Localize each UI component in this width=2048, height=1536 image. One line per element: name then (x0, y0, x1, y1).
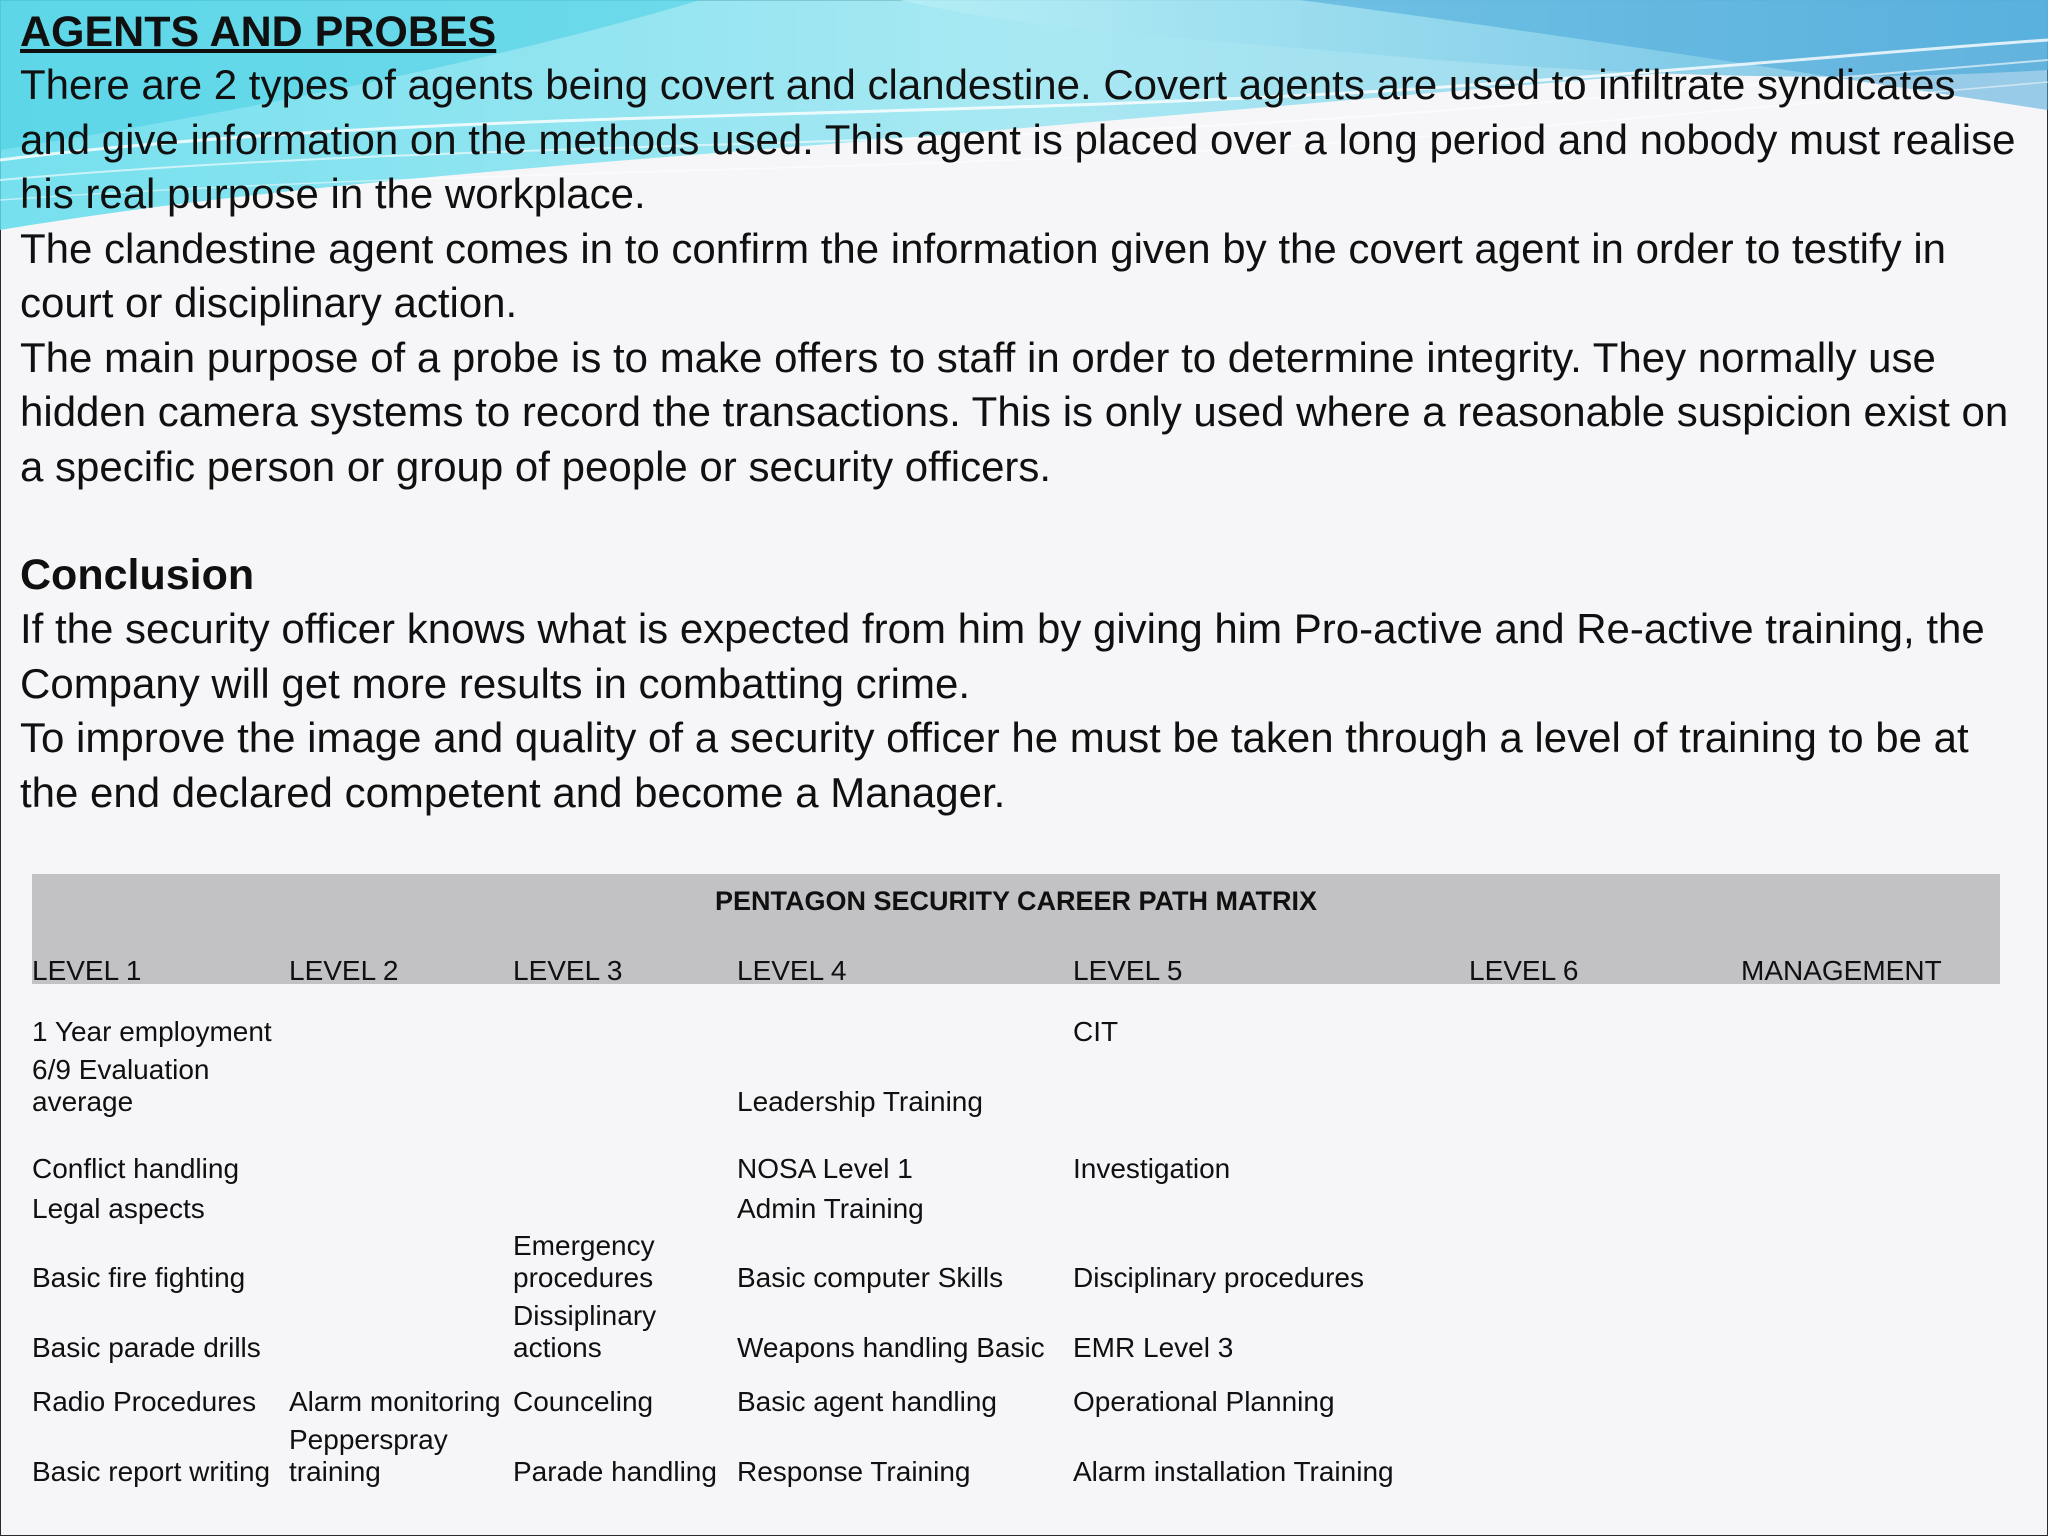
matrix-cell: Alarm monitoring (289, 1386, 501, 1417)
matrix-cell: 1 Year employment (32, 1016, 272, 1047)
matrix-cell: Conflict handling (32, 1153, 240, 1184)
matrix-cell: Dissiplinary actions (513, 1300, 657, 1363)
matrix-cell: Basic report writing (32, 1456, 271, 1487)
matrix-cell: Disciplinary procedures (1073, 1262, 1365, 1293)
matrix-cell: 6/9 Evaluation average (32, 1054, 210, 1117)
career-path-matrix (32, 874, 2000, 1494)
conclusion-paragraph-2: To improve the image and quality of a security officer he must be taken through a level of training to be at the end declared competent and become a Manager. (20, 714, 1969, 816)
matrix-cell: Operational Planning (1073, 1386, 1335, 1417)
matrix-cell: EMR Level 3 (1073, 1332, 1234, 1363)
matrix-cell: Pepperspray training (289, 1424, 448, 1487)
matrix-cell: Basic computer Skills (737, 1262, 1004, 1293)
matrix-cell: Parade handling (513, 1456, 717, 1487)
matrix-title: PENTAGON SECURITY CAREER PATH MATRIX (714, 886, 1318, 916)
matrix-cell: Response Training (737, 1456, 971, 1487)
matrix-cell: Alarm installation Training (1073, 1456, 1394, 1487)
matrix-cell: Leadership Training (737, 1086, 983, 1117)
matrix-cell: Emergency procedures (513, 1230, 655, 1293)
matrix-cell: Basic agent handling (737, 1386, 997, 1417)
column-header-level-5: LEVEL 5 (1073, 955, 1183, 986)
matrix-cell: NOSA Level 1 (737, 1153, 913, 1184)
column-header-level-1: LEVEL 1 (32, 955, 142, 986)
matrix-cell: Legal aspects (32, 1193, 205, 1224)
slide-heading: AGENTS AND PROBES (20, 8, 497, 56)
matrix-header (32, 874, 2000, 984)
conclusion-paragraph-1: If the security officer knows what is expected from him by giving him Pro-active and Re-active training, the Company will get more results in combatting crime. (20, 605, 1985, 707)
matrix-cell: Basic fire fighting (32, 1262, 246, 1293)
matrix-cell: Admin Training (737, 1193, 924, 1224)
column-header-level-4: LEVEL 4 (737, 955, 847, 986)
matrix-cell: CIT (1073, 1016, 1119, 1047)
matrix-cell: Weapons handling Basic (737, 1332, 1045, 1363)
matrix-cell: Radio Procedures (32, 1386, 257, 1417)
matrix-cell: Counceling (513, 1386, 654, 1417)
paragraph-agents: There are 2 types of agents being covert and clandestine. Covert agents are used to infiltrate syndicates and give information on the methods used. This agent is placed over a long period and nobody must realise his real purpose in the workplace. (20, 61, 2016, 217)
column-header-level-6: LEVEL 6 (1469, 955, 1579, 986)
paragraph-clandestine: The clandestine agent comes in to confirm the information given by the covert agent in order to testify in court or disciplinary action. (20, 224, 1947, 326)
column-header-management: MANAGEMENT (1741, 955, 1942, 986)
column-header-level-2: LEVEL 2 (289, 955, 399, 986)
paragraph-probe: The main purpose of a probe is to make offers to staff in order to determine integrity. They normally use hidden camera systems to record the transactions. This is only used where a reasonable suspicion exist on a specific person or group of people or security officers. (20, 333, 2009, 490)
slide-body (20, 6, 2020, 820)
matrix-cell: Investigation (1073, 1153, 1231, 1184)
matrix-cell: Basic parade drills (32, 1332, 261, 1363)
column-header-level-3: LEVEL 3 (513, 955, 623, 986)
conclusion-title: Conclusion (20, 551, 255, 599)
